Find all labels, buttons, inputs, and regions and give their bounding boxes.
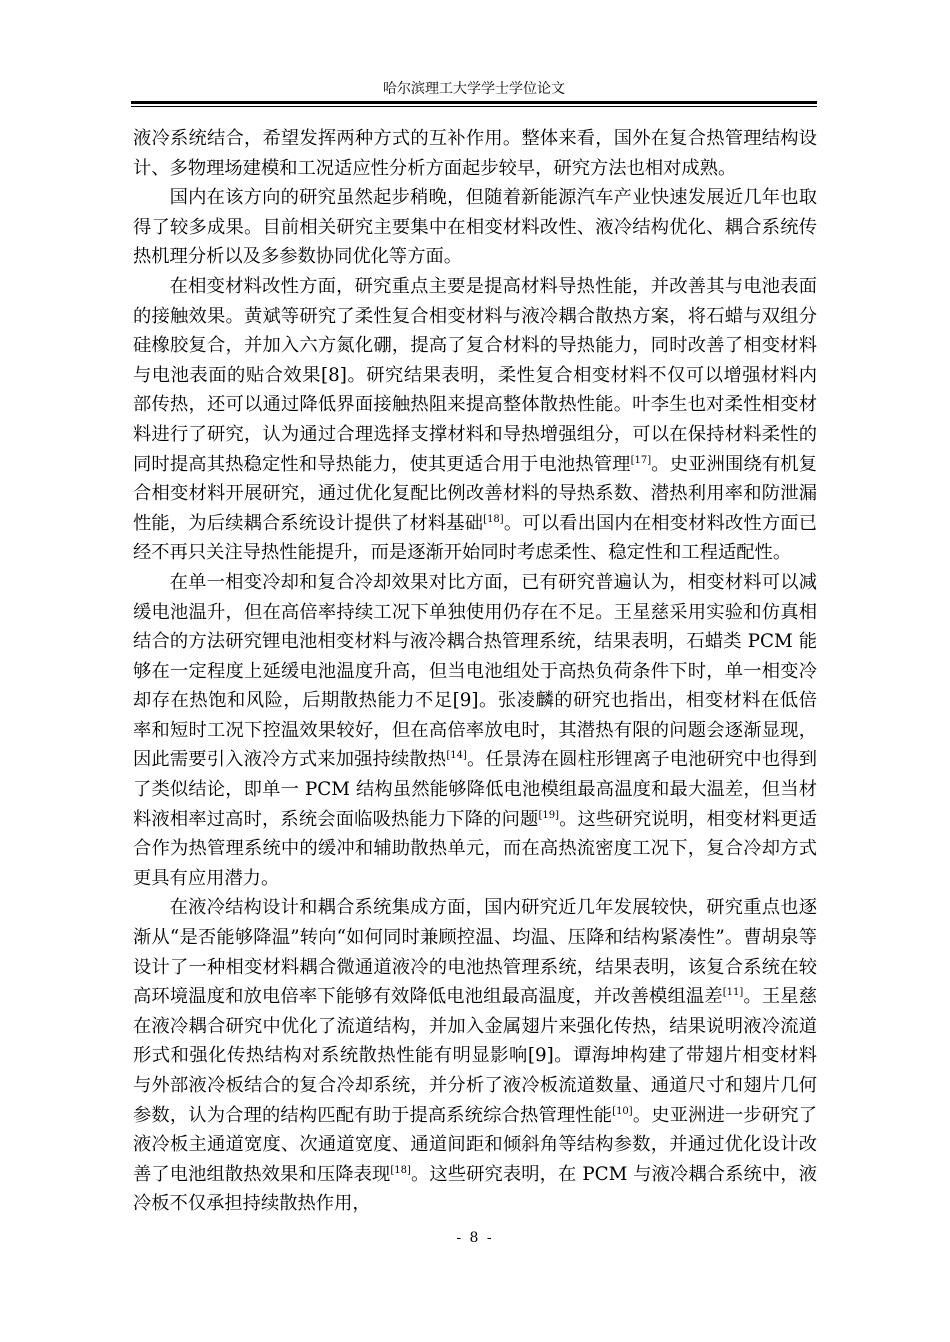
- citation-superscript: [17]: [630, 454, 652, 466]
- text-run: 。任景涛在圆柱形锂离子电池研究中也得到了类似结论，即单一 PCM 结构虽然能够降低电池模组最高温度和最大温差，但当材料液相率过高时，系统会面临吸热能力下降的问题: [133, 749, 818, 830]
- citation-superscript: [14]: [446, 750, 467, 762]
- text-run: 在液冷结构设计和耦合系统集成方面，国内研究近几年发展较快，研究重点也逐渐从“是否能够降温”转向“如何同时兼顾控温、均温、压降和结构紧凑性”。曹胡泉等设计了一种相变材料耦合微通道液冷的电池热管理系统，结果表明，该复合系统在较高环境温度和放电倍率下能够有效降低电池组最高温度，并改善模组温差: [133, 897, 817, 1008]
- paragraph: [133, 124, 817, 183]
- text-run: 。这些研究表明，在 PCM 与液冷耦合系统中，液冷板不仅承担持续散热作用，: [133, 1163, 817, 1215]
- citation-superscript: [18]: [483, 513, 504, 525]
- body-text: [133, 124, 817, 1219]
- running-header: 哈尔滨理工大学学士学位论文: [383, 81, 565, 97]
- citation-superscript: [10]: [612, 1105, 633, 1117]
- citation-superscript: [18]: [390, 1164, 411, 1176]
- text-run: 国内在该方向的研究虽然起步稍晚，但随着新能源汽车产业快速发展近几年也取得了较多成果。目前相关研究主要集中在相变材料改性、液冷结构优化、耦合系统传热机理分析以及多参数协同优化等方面。: [133, 187, 817, 268]
- citation-superscript: [19]: [538, 809, 559, 821]
- paragraph: [133, 568, 817, 894]
- text-run: 。王星慈在液冷耦合研究中优化了流道结构，并加入金属翅片来强化传热，结果说明液冷流道形式和强化传热结构对系统散热性能有明显影响[9]。谭海坤构建了带翅片相变材料与外部液冷板结合的复合冷却系统，并分析了液冷板流道数量、通道尺寸和翅片几何参数，认为合理的结构匹配有助于提高系统综合热管理性能: [133, 986, 817, 1126]
- text-run: 液冷系统结合，希望发挥两种方式的互补作用。整体来看，国外在复合热管理结构设计、多物理场建模和工况适应性分析方面起步较早，研究方法也相对成熟。: [133, 128, 817, 179]
- paragraph: [133, 893, 817, 1219]
- text-run: 在相变材料改性方面，研究重点主要是提高材料导热性能，并改善其与电池表面的接触效果。黄斌等研究了柔性复合相变材料与液冷耦合散热方案，将石蜡与双组分硅橡胶复合，并加入六方氮化硼，提高了复合材料的导热能力，同时改善了相变材料与电池表面的贴合效果[8]。研究结果表明，柔性复合相变材料不仅可以增强材料内部传热，还可以通过降低界面接触热阻来提高整体散热性能。叶李生也对柔性相变材料进行了研究，认为通过合理选择支撑材料和导热增强组分，可以在保持材料柔性的同时提高其热稳定性和导热能力，使其更适合用于电池热管理: [133, 275, 817, 475]
- page-number: - 8 -: [456, 1230, 494, 1246]
- text-run: 。史亚洲进一步研究了液冷板主通道宽度、次通道宽度、通道间距和倾斜角等结构参数，并通过优化设计改善了电池组散热效果和压降表现: [133, 1104, 817, 1185]
- text-run: 。这些研究说明，相变材料更适合作为热管理系统中的缓冲和辅助散热单元，而在高热流密度工况下，复合冷却方式更具有应用潜力。: [133, 808, 817, 889]
- paragraph: [133, 183, 817, 272]
- text-run: 。可以看出国内在相变材料改性方面已经不再只关注导热性能提升，而是逐渐开始同时考虑柔性、稳定性和工程适配性。: [133, 512, 818, 564]
- citation-superscript: [11]: [722, 987, 744, 999]
- paragraph: [133, 272, 817, 568]
- header-rule-thick: [131, 101, 817, 104]
- header-rule-thin: [131, 106, 817, 107]
- text-run: 在单一相变冷却和复合冷却效果对比方面，已有研究普遍认为，相变材料可以减缓电池温升，但在高倍率持续工况下单独使用仍存在不足。王星慈采用实验和仿真相结合的方法研究锂电池相变材料与液冷耦合热管理系统，结果表明，石蜡类 PCM 能够在一定程度上延缓电池温度升高，但当电池组处于高热负荷条件下时，单一相变冷却存在热饱和风险，后期散热能力不足[9]。张凌麟的研究也指出，相变材料在低倍率和短时工况下控温效果较好，但在高倍率放电时，其潜热有限的问题会逐渐显现，因此需要引入液冷方式来加强持续散热: [133, 571, 817, 771]
- text-run: 。史亚洲围绕有机复合相变材料开展研究，通过优化复配比例改善材料的导热系数、潜热利用率和防泄漏性能，为后续耦合系统设计提供了材料基础: [133, 453, 818, 534]
